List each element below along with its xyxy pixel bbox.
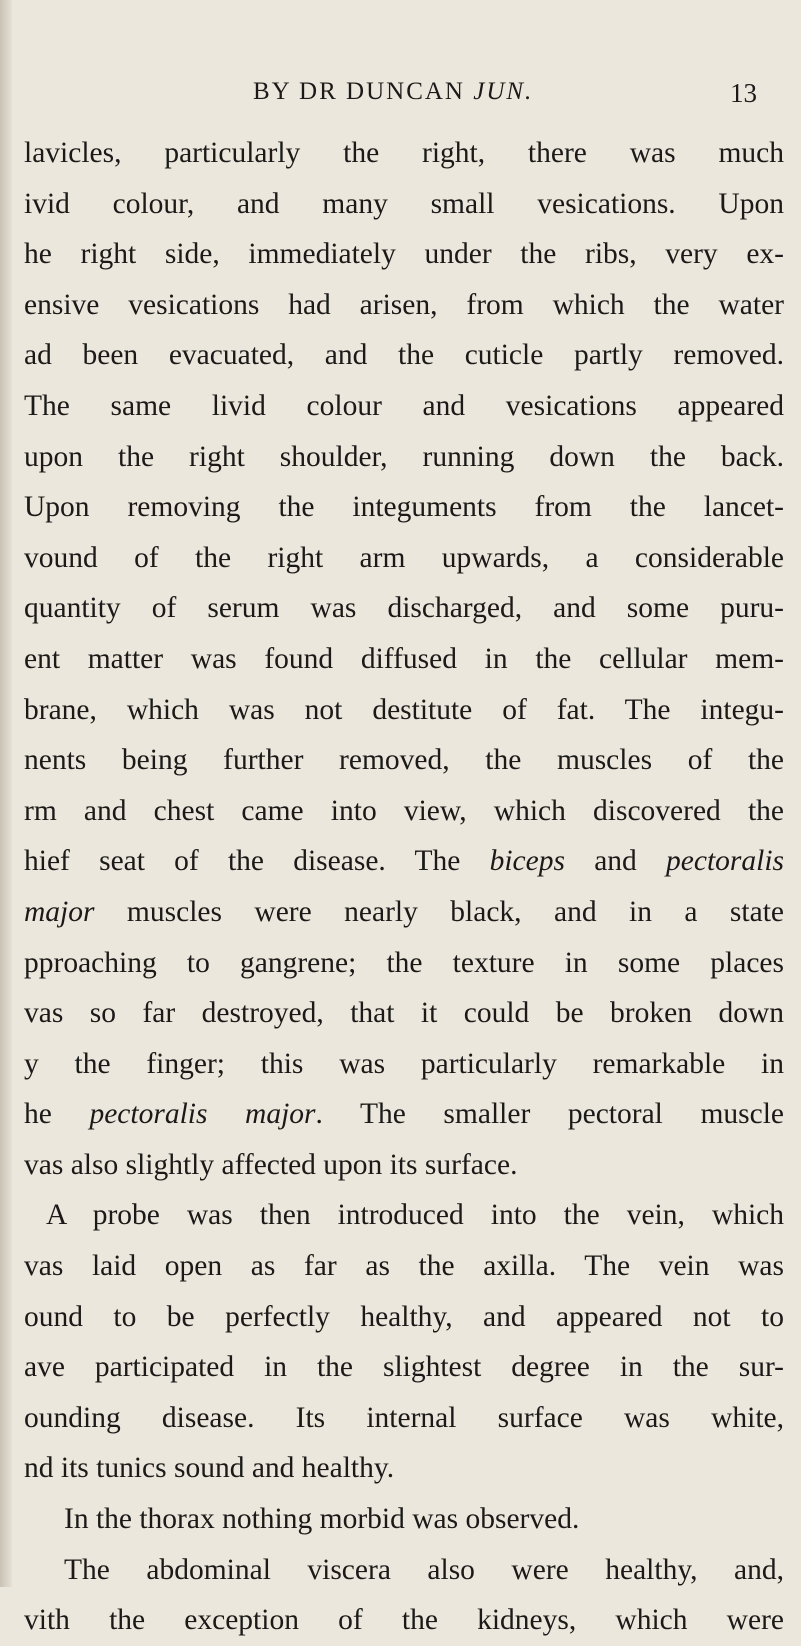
text-segment: he right side, immediately under the ribs, very ex- bbox=[24, 238, 784, 271]
text-line bbox=[24, 179, 784, 230]
italic-term: pectoralis major bbox=[89, 1098, 316, 1131]
text-line bbox=[24, 988, 784, 1039]
text-segment: ound to be perfectly healthy, and appeared not to bbox=[24, 1300, 784, 1333]
text-segment: rm and chest came into view, which discovered the bbox=[24, 794, 784, 827]
text-line bbox=[24, 887, 784, 938]
text-segment: . The smaller pectoral muscle bbox=[315, 1098, 785, 1131]
text-segment: he bbox=[24, 1098, 90, 1131]
text-segment: ounding disease. Its internal surface was white, bbox=[24, 1401, 784, 1434]
text-segment: In the thorax nothing morbid was observed. bbox=[64, 1503, 580, 1536]
text-segment: ave participated in the slightest degree in the sur- bbox=[24, 1351, 784, 1384]
text-segment: vas also slightly affected upon its surface. bbox=[24, 1148, 518, 1181]
text-segment: pproaching to gangrene; the texture in some places bbox=[24, 946, 784, 979]
text-line bbox=[24, 1241, 784, 1292]
text-line bbox=[24, 634, 784, 685]
text-line bbox=[24, 1595, 784, 1646]
text-segment: vith the exception of the kidneys, which were bbox=[24, 1604, 784, 1637]
text-line bbox=[24, 685, 784, 736]
text-segment: muscles were nearly black, and in a state bbox=[94, 895, 784, 928]
text-line bbox=[24, 1140, 784, 1191]
page-number: 13 bbox=[730, 78, 757, 108]
text-line bbox=[24, 280, 784, 331]
text-line bbox=[24, 1443, 784, 1494]
text-segment: vas so far destroyed, that it could be broken down bbox=[24, 997, 784, 1030]
text-line bbox=[24, 786, 784, 837]
text-line bbox=[24, 432, 784, 483]
text-segment: hief seat of the disease. The bbox=[24, 845, 490, 878]
text-line bbox=[24, 1342, 784, 1393]
running-title-author: BY DR DUNCAN bbox=[253, 78, 465, 105]
text-segment: lavicles, particularly the right, there was much bbox=[24, 137, 784, 169]
running-title bbox=[253, 78, 533, 106]
page-gutter-shadow bbox=[0, 0, 12, 1587]
text-segment: vound of the right arm upwards, a considerable bbox=[24, 541, 784, 574]
text-line bbox=[24, 128, 784, 179]
text-segment: and bbox=[564, 845, 667, 878]
text-line bbox=[24, 381, 784, 432]
text-line bbox=[24, 735, 784, 786]
text-line bbox=[24, 229, 784, 280]
text-line bbox=[24, 938, 784, 989]
text-line bbox=[24, 1393, 784, 1444]
body-text bbox=[24, 128, 784, 1646]
text-segment: vas laid open as far as the axilla. The vein was bbox=[24, 1250, 784, 1283]
text-line bbox=[24, 1545, 784, 1596]
text-line bbox=[24, 1494, 784, 1545]
text-segment: ivid colour, and many small vesications. Upon bbox=[24, 187, 784, 220]
text-line bbox=[24, 330, 784, 381]
text-line bbox=[24, 1292, 784, 1343]
italic-term: biceps bbox=[489, 845, 565, 878]
text-segment: ad been evacuated, and the cuticle partly removed. bbox=[24, 339, 784, 372]
text-line bbox=[24, 482, 784, 533]
text-segment: brane, which was not destitute of fat. The integu- bbox=[24, 693, 784, 726]
text-segment: The abdominal viscera also were healthy, and, bbox=[64, 1553, 784, 1586]
text-segment: ensive vesications had arisen, from which the water bbox=[24, 288, 784, 321]
text-segment: A probe was then introduced into the vein, which bbox=[46, 1199, 784, 1232]
text-line bbox=[24, 1190, 784, 1241]
text-segment: y the finger; this was particularly remarkable in bbox=[24, 1047, 784, 1080]
italic-term: pectoralis bbox=[666, 845, 785, 878]
text-line bbox=[24, 1039, 784, 1090]
text-line bbox=[24, 583, 784, 634]
text-segment: nents being further removed, the muscles of the bbox=[24, 744, 784, 777]
running-title-suffix: JUN. bbox=[473, 78, 534, 105]
italic-term: major bbox=[24, 895, 95, 928]
page-header bbox=[0, 78, 801, 118]
text-segment: quantity of serum was discharged, and some puru- bbox=[24, 592, 784, 625]
text-line bbox=[24, 533, 784, 584]
text-segment: upon the right shoulder, running down the back. bbox=[24, 440, 784, 473]
text-line bbox=[24, 836, 784, 887]
text-segment: nd its tunics sound and healthy. bbox=[24, 1452, 395, 1485]
text-segment: ent matter was found diffused in the cellular mem- bbox=[24, 642, 784, 675]
text-segment: The same livid colour and vesications appeared bbox=[24, 389, 784, 422]
text-segment: Upon removing the integuments from the lancet- bbox=[24, 491, 784, 524]
text-line bbox=[24, 1089, 784, 1140]
